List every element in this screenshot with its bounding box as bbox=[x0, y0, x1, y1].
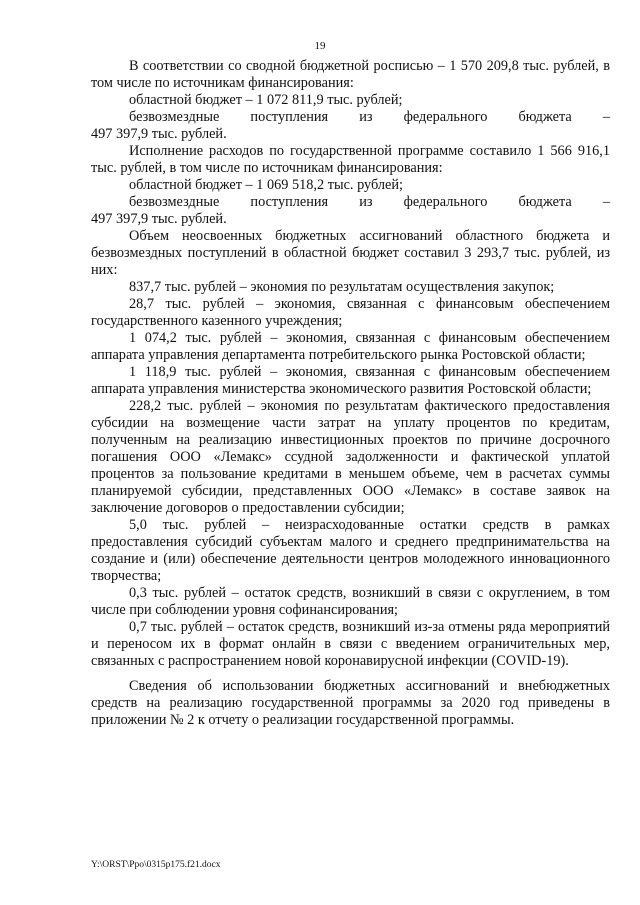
paragraph-item-procurement-savings: 837,7 тыс. рублей – экономия по результатам осуществления закупок; bbox=[129, 279, 555, 295]
paragraph-item-rounding: 0,3 тыс. рублей – остаток средств, возникший в связи с округлением, в том числе при соблюдении уровня софинансирования; bbox=[91, 585, 610, 618]
paragraph-federal-transfers-exec-amount: 497 397,9 тыс. рублей. bbox=[91, 211, 227, 227]
paragraph-federal-transfers-plan: безвозмездные поступления из федерального бюджета – bbox=[129, 109, 610, 125]
paragraph-regional-budget-exec: областной бюджет – 1 069 518,2 тыс. рублей; bbox=[129, 177, 404, 193]
paragraph-federal-transfers-exec: безвозмездные поступления из федерального бюджета – bbox=[129, 194, 610, 210]
paragraph-item-consumer-market-dept: 1 074,2 тыс. рублей – экономия, связанная с финансовым обеспечением аппарата управления департамента потребительского рынка Ростовской области; bbox=[91, 330, 610, 363]
paragraph-item-economic-ministry: 1 118,9 тыс. рублей – экономия, связанная с финансовым обеспечением аппарата управления министерства экономического развития Ростовской области; bbox=[91, 364, 610, 397]
paragraph-regional-budget-plan: областной бюджет – 1 072 811,9 тыс. рублей; bbox=[129, 92, 403, 108]
paragraph-execution-total: Исполнение расходов по государственной программе составило 1 566 916,1 тыс. рублей, в том числе по источникам финансирования: bbox=[91, 143, 610, 176]
paragraph-unused-allocations: Объем неосвоенных бюджетных ассигнований областного бюджета и безвозмездных поступлений в областной бюджет составил 3 293,7 тыс. рублей, из них: bbox=[91, 228, 610, 278]
document-body bbox=[91, 58, 610, 729]
paragraph-item-state-institution: 28,7 тыс. рублей – экономия, связанная с финансовым обеспечением государственного казенного учреждения; bbox=[91, 296, 610, 329]
paragraph-federal-transfers-plan-amount: 497 397,9 тыс. рублей. bbox=[91, 126, 227, 142]
footer-file-path: Y:\ORST\Ppo\0315p175.f21.docx bbox=[91, 860, 221, 870]
paragraph-item-lemaks-subsidy: 228,2 тыс. рублей – экономия по результатам фактического предоставления субсидии на возмещение части затрат на уплату процентов по кредитам, полученным на реализацию инвестиционных проектов по причине досрочного погашения ООО «Лемакс» ссудной задолженности и фактической уплатой процентов за пользование кредитами в меньшем объеме, чем в расчетах суммы планируемой субсидии, представленных ООО «Лемакс» в составе заявок на заключение договоров о предоставлении субсидии; bbox=[91, 398, 610, 516]
paragraph-appendix-reference: Сведения об использовании бюджетных ассигнований и внебюджетных средств на реализацию государственной программы за 2020 год приведены в приложении № 2 к отчету о реализации государственной программы. bbox=[91, 678, 610, 728]
page-number: 19 bbox=[314, 40, 326, 52]
paragraph-budget-schedule: В соответствии со сводной бюджетной росписью – 1 570 209,8 тыс. рублей, в том числе по источникам финансирования: bbox=[91, 58, 610, 91]
paragraph-item-youth-innovation: 5,0 тыс. рублей – неизрасходованные остатки средств в рамках предоставления субсидий субъектам малого и среднего предпринимательства на создание и (или) обеспечение деятельности центров молодежного инновационного творчества; bbox=[91, 517, 610, 584]
paragraph-item-covid: 0,7 тыс. рублей – остаток средств, возникший из-за отмены ряда мероприятий и переносом их в формат онлайн в связи с введением ограничительных мер, связанных с распространением новой коронавирусной инфекции (COVID-19). bbox=[91, 619, 610, 669]
